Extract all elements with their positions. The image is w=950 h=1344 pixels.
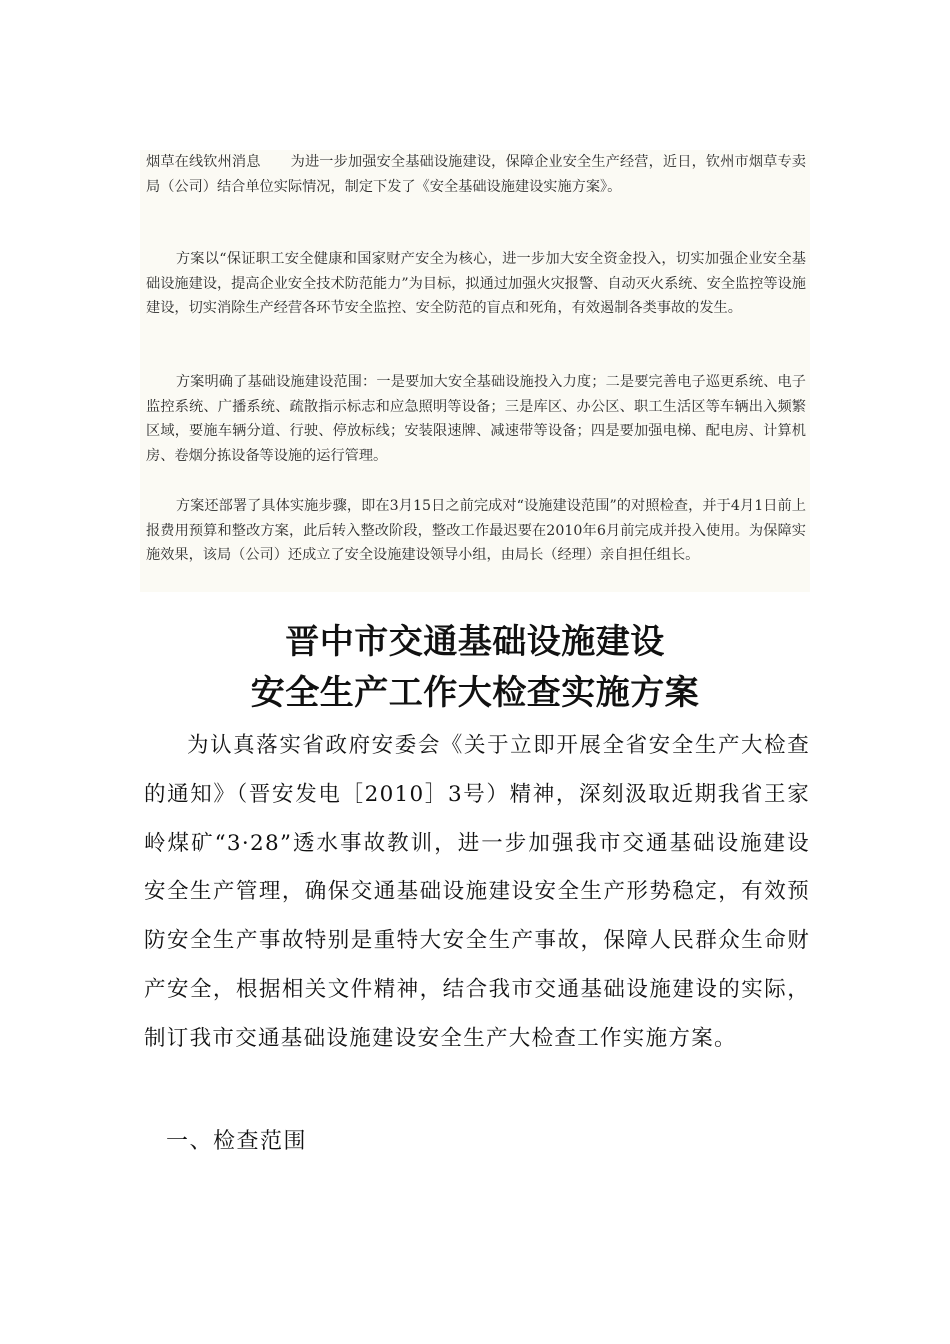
news-paragraph-4: 方案还部署了具体实施步骤，即在3月15日之前完成对“设施建设范围”的对照检查，并于4月1日前上报费用预算和整改方案，此后转入整改阶段，整改工作最迟要在2010年6月前完成并投入使用。为保障实施效果，该局（公司）还成立了安全设施建设领导小组，由局长（经理）亲自担任组长。 <box>146 498 806 563</box>
news-source: 烟草在线钦州消息 <box>146 154 261 170</box>
news-paragraph-1-text: 为进一步加强安全基础设施建设，保障企业安全生产经营，近日，钦州市烟草专卖局（公司）结合单位实际情况，制定下发了《安全基础设施建设实施方案》。 <box>146 154 806 195</box>
news-paragraph-2: 方案以“保证职工安全健康和国家财产安全为核心，进一步加大安全资金投入，切实加强企业安全基础设施建设，提高企业安全技术防范能力”为目标，拟通过加强火灾报警、自动灭火系统、安全监控等设施建设，切实消除生产经营各环节安全监控、安全防范的盲点和死角，有效遏制各类事故的发生。 <box>146 251 806 316</box>
section-heading-scope: 一、检查范围 <box>166 1129 308 1154</box>
news-paragraph-1 <box>146 150 806 199</box>
document-intro-paragraph: 为认真落实省政府安委会《关于立即开展全省安全生产大检查的通知》（晋安发电［2010］3号）精神，深刻汲取近期我省王家岭煤矿“3·28”透水事故教训，进一步加强我市交通基础设施建设安全生产管理，确保交通基础设施建设安全生产形势稳定，有效预防安全生产事故特别是重特大安全生产事故，保障人民群众生命财产安全，根据相关文件精神，结合我市交通基础设施建设的实际，制订我市交通基础设施建设安全生产大检查工作实施方案。 <box>144 733 810 1051</box>
news-article <box>140 150 810 592</box>
news-paragraph-3: 方案明确了基础设施建设范围：一是要加大安全基础设施投入力度；二是要完善电子巡更系统、电子监控系统、广播系统、疏散指示标志和应急照明等设备；三是库区、办公区、职工生活区等车辆出入频繁区域，要施车辆分道、行驶、停放标线；安装限速牌、减速带等设备；四是要加强电梯、配电房、计算机房、卷烟分拣设备等设施的运行管理。 <box>146 374 806 464</box>
document-title-line-1: 晋中市交通基础设施建设 <box>285 622 665 662</box>
document-title-line-2: 安全生产工作大检查实施方案 <box>250 673 700 713</box>
